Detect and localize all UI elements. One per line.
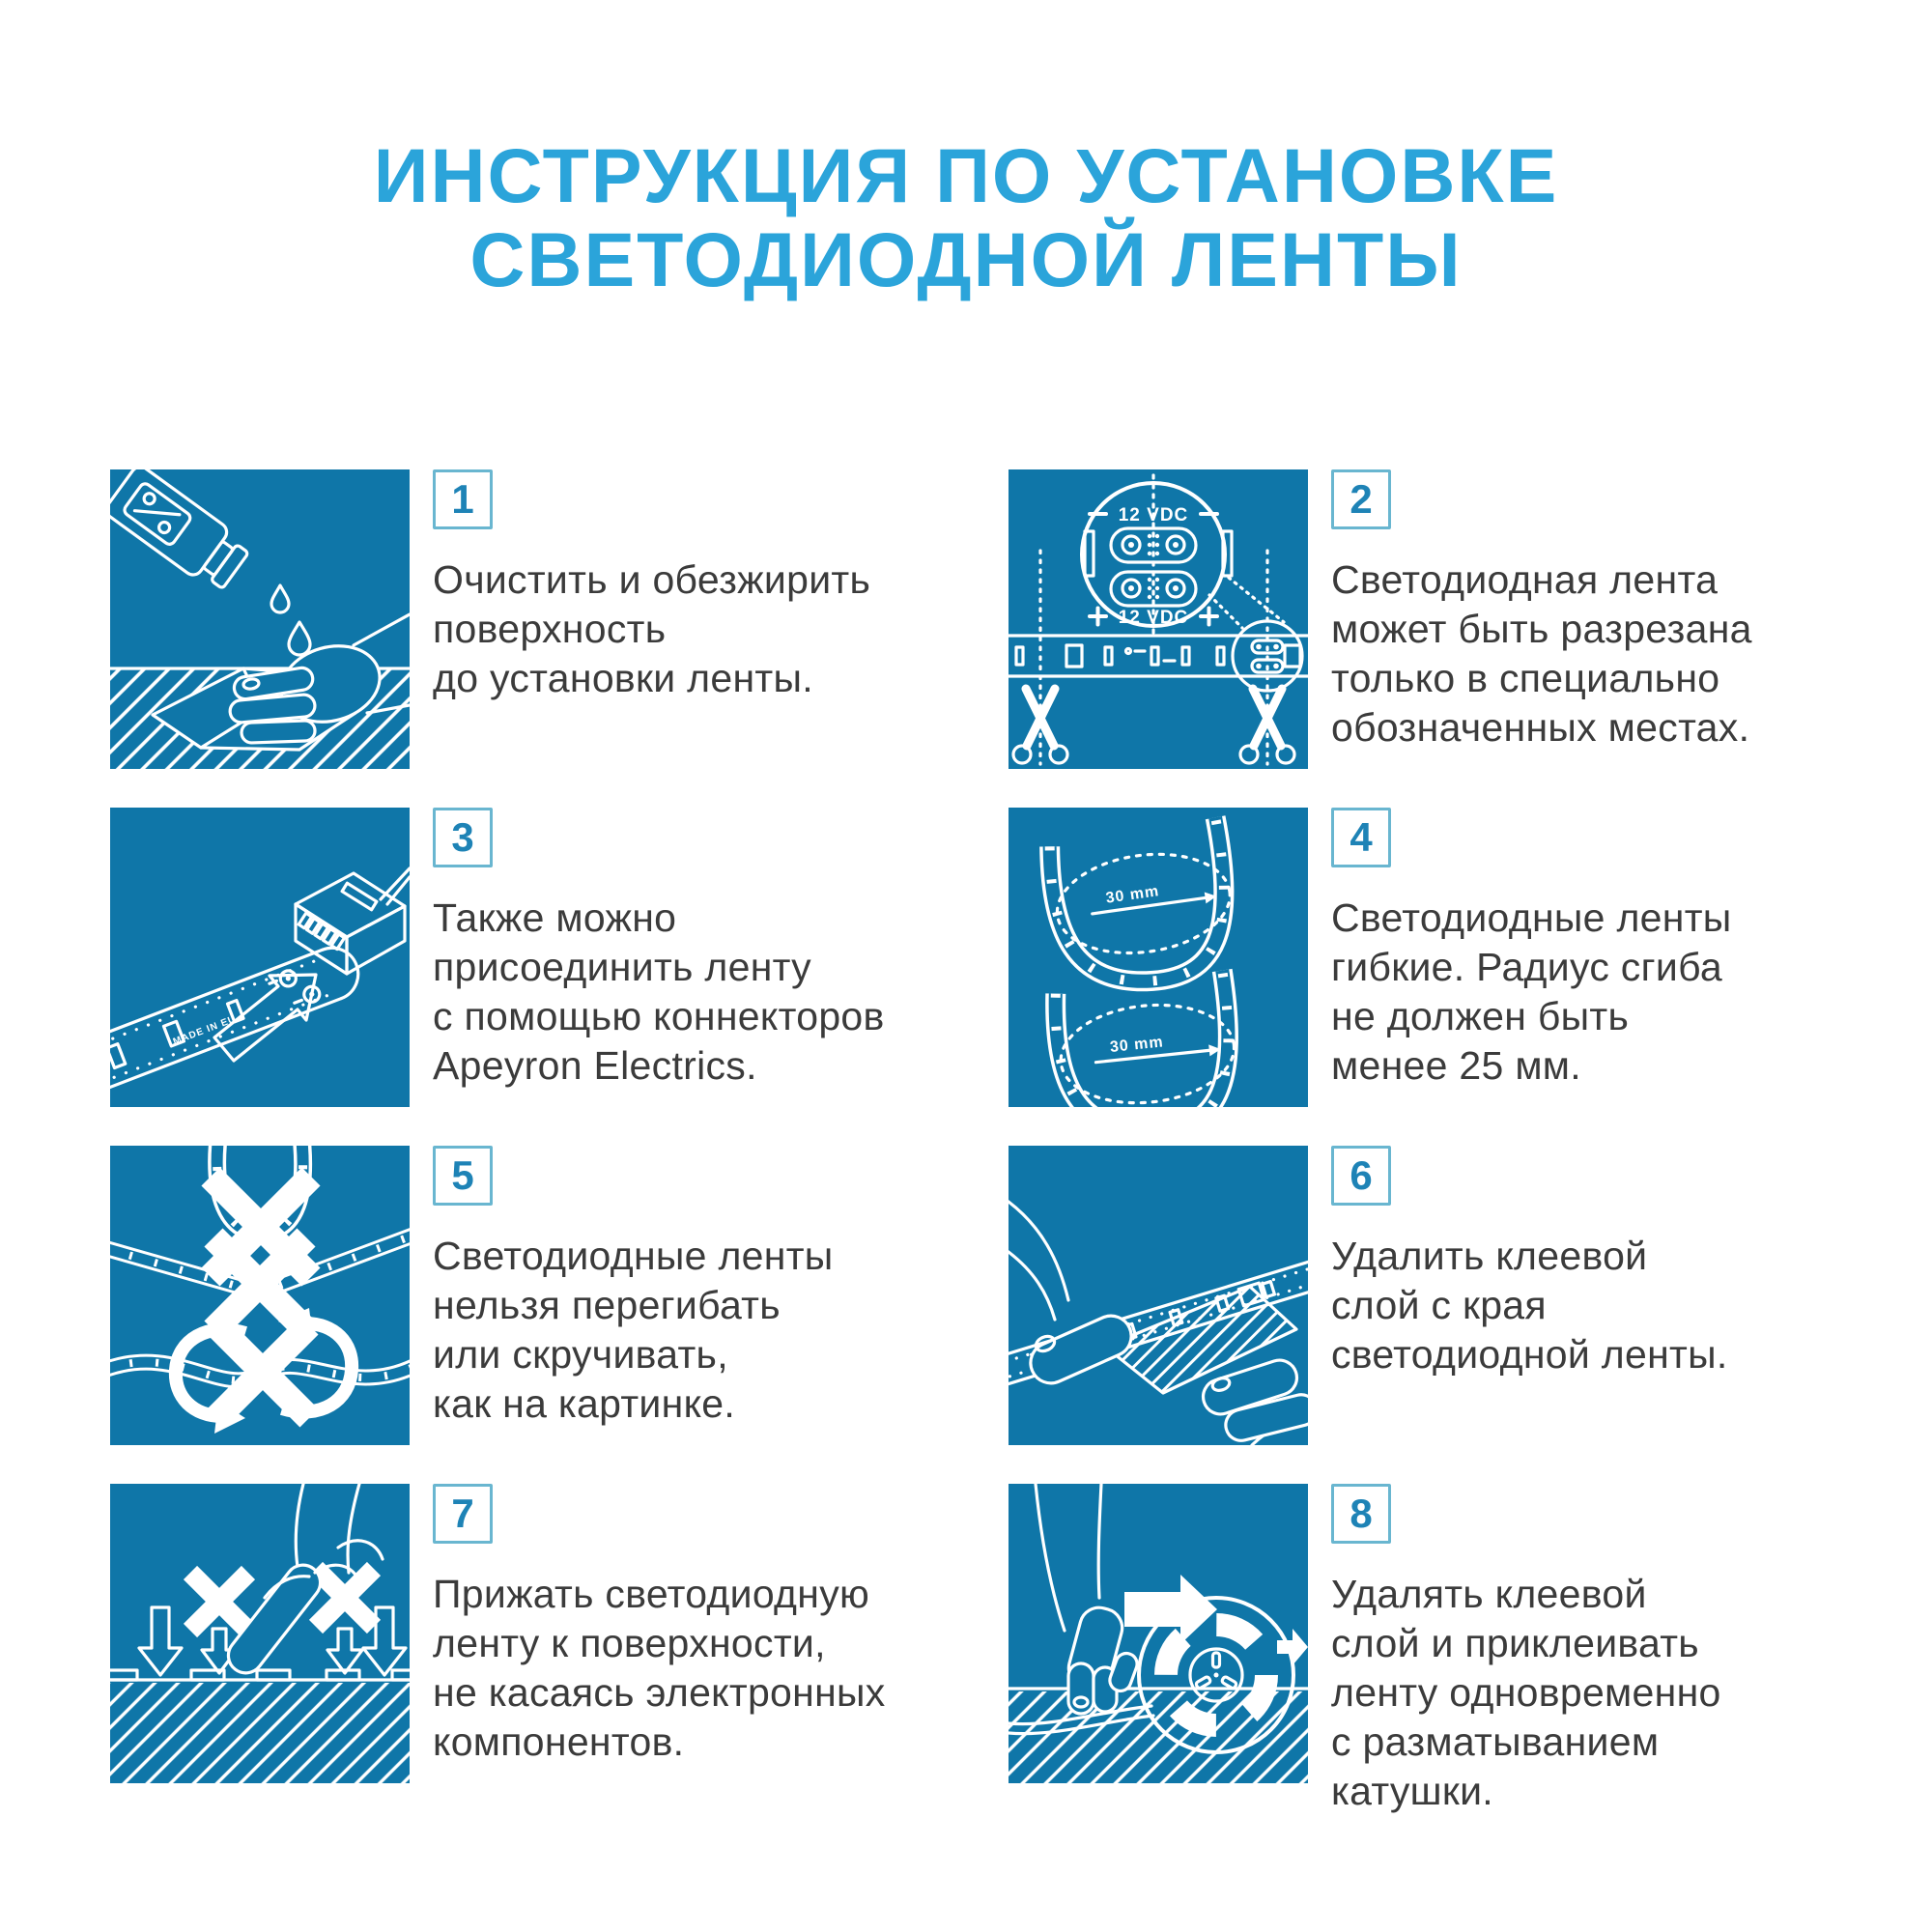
- bend-radius-drawing: [1009, 808, 1308, 1107]
- step-text: [1331, 1232, 1872, 1379]
- step-4-illustration: [1009, 808, 1308, 1107]
- step-text: [433, 894, 974, 1091]
- step-text-line: присоединить ленту: [433, 945, 811, 989]
- step-text-line: Также можно: [433, 895, 677, 940]
- step-7: [110, 1484, 974, 1783]
- step-text-line: с разматыванием: [1331, 1719, 1660, 1764]
- step-number: 8: [1350, 1491, 1373, 1536]
- step-5-illustration: [110, 1146, 410, 1445]
- step-8: [1009, 1484, 1872, 1816]
- clean-surface-drawing: [110, 469, 410, 769]
- unroll-reel-drawing: [1009, 1484, 1308, 1783]
- step-2: [1009, 469, 1872, 769]
- step-text: [433, 555, 974, 703]
- step-4: [1009, 808, 1872, 1107]
- step-8-illustration: [1009, 1484, 1308, 1783]
- step-number-box: [433, 1484, 493, 1544]
- step-number: 7: [451, 1491, 474, 1536]
- step-5: [110, 1146, 974, 1445]
- step-text: [1331, 894, 1872, 1091]
- no-bend-twist-drawing: [110, 1146, 410, 1445]
- step-number: 4: [1350, 814, 1373, 860]
- vdc-label-bottom: 12 VDC: [1118, 608, 1189, 628]
- step-text-line: компонентов.: [433, 1719, 685, 1764]
- step-text-line: Светодиодная лента: [1331, 557, 1719, 602]
- step-text-line: может быть разрезана: [1331, 607, 1752, 651]
- step-text-line: нельзя перегибать: [433, 1283, 781, 1327]
- step-text-line: слой с края: [1331, 1283, 1547, 1327]
- step-text-line: не касаясь электронных: [433, 1670, 886, 1715]
- page-title: [0, 133, 1932, 301]
- step-6-illustration: [1009, 1146, 1308, 1445]
- radius-label: 30 mm: [1109, 1034, 1165, 1057]
- step-1: [110, 469, 974, 769]
- step-number-box: [1331, 1146, 1391, 1206]
- step-text-line: слой и приклеивать: [1331, 1621, 1699, 1665]
- step-text-line: ленту к поверхности,: [433, 1621, 826, 1665]
- page-title-line1: ИНСТРУКЦИЯ ПО УСТАНОВКЕ: [373, 132, 1559, 218]
- vdc-label-top: 12 VDC: [1118, 505, 1189, 526]
- step-text-line: поверхность: [433, 607, 667, 651]
- step-text-line: Светодиодные ленты: [433, 1234, 834, 1278]
- step-number-box: [433, 469, 493, 529]
- step-text-line: только в специально: [1331, 656, 1720, 700]
- step-text-line: Светодиодные ленты: [1331, 895, 1732, 940]
- step-text-line: светодиодной ленты.: [1331, 1332, 1728, 1377]
- step-text-line: менее 25 мм.: [1331, 1043, 1581, 1088]
- press-strip-drawing: [110, 1484, 410, 1783]
- radius-label: 30 mm: [1104, 883, 1161, 907]
- connector-drawing: [110, 808, 410, 1107]
- step-text-line: Очистить и обезжирить: [433, 557, 871, 602]
- step-2-illustration: [1009, 469, 1308, 769]
- surface-hatch: [110, 1680, 410, 1783]
- step-text-line: как на картинке.: [433, 1381, 736, 1426]
- step-text-line: не должен быть: [1331, 994, 1630, 1038]
- step-7-illustration: [110, 1484, 410, 1783]
- step-number: 1: [451, 476, 474, 522]
- page-title-line2: СВЕТОДИОДНОЙ ЛЕНТЫ: [469, 216, 1463, 302]
- step-text-line: Удалять клеевой: [1331, 1572, 1647, 1616]
- step-6: [1009, 1146, 1872, 1445]
- step-number-box: [1331, 469, 1391, 529]
- step-text-line: Apeyron Electrics.: [433, 1043, 757, 1088]
- step-number-box: [433, 1146, 493, 1206]
- step-text-line: обозначенных местах.: [1331, 705, 1750, 750]
- step-number-box: [1331, 1484, 1391, 1544]
- step-text-line: гибкие. Радиус сгиба: [1331, 945, 1723, 989]
- step-text-line: Удалить клеевой: [1331, 1234, 1648, 1278]
- step-text-line: Прижать светодиодную: [433, 1572, 870, 1616]
- step-number: 6: [1350, 1152, 1373, 1198]
- cut-strip-drawing: [1009, 469, 1308, 769]
- step-text: [433, 1570, 974, 1767]
- step-text-line: или скручивать,: [433, 1332, 728, 1377]
- step-text-line: ленту одновременно: [1331, 1670, 1721, 1715]
- step-3-illustration: [110, 808, 410, 1107]
- step-text: [433, 1232, 974, 1429]
- step-number: 2: [1350, 476, 1373, 522]
- step-text-line: до установки ленты.: [433, 656, 813, 700]
- peel-adhesive-drawing: [1009, 1146, 1308, 1445]
- step-number: 3: [451, 814, 474, 860]
- step-text-line: с помощью коннекторов: [433, 994, 885, 1038]
- step-text: [1331, 555, 1872, 753]
- step-3: [110, 808, 974, 1107]
- step-number-box: [433, 808, 493, 867]
- step-text: [1331, 1570, 1872, 1816]
- step-number: 5: [451, 1152, 474, 1198]
- step-text-line: катушки.: [1331, 1769, 1494, 1813]
- made-in-label: MADE IN EU: [171, 1013, 239, 1048]
- step-number-box: [1331, 808, 1391, 867]
- step-1-illustration: [110, 469, 410, 769]
